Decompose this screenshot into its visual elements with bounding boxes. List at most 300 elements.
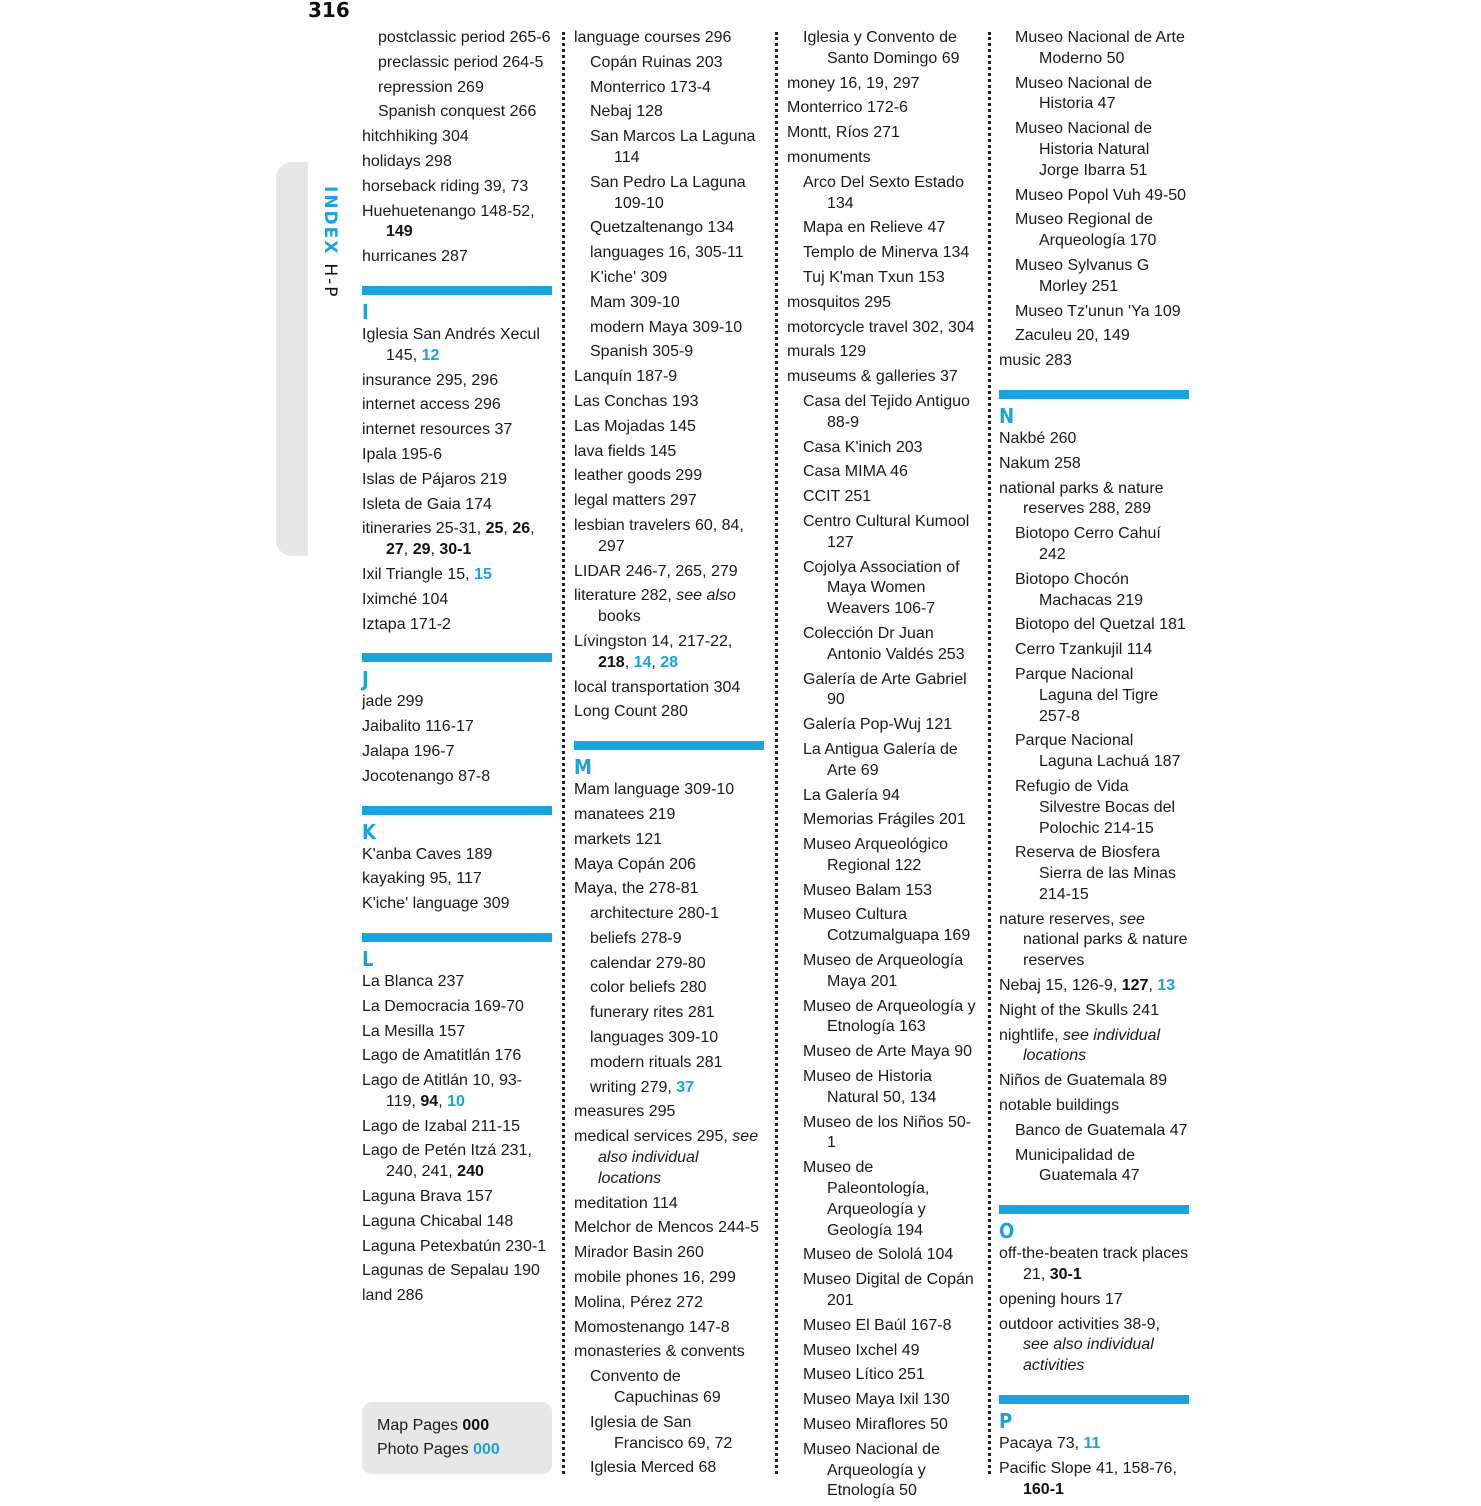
entry-text: architecture 280-1 — [590, 905, 719, 923]
entry-text: money 16, 19, 297 — [787, 74, 920, 92]
entry-text: Nakbé 260 — [999, 429, 1077, 447]
entry-text: national parks & nature reserves — [1023, 931, 1188, 970]
entry-text: Templo de Minerva 134 — [803, 244, 970, 262]
entry-text: manatees 219 — [574, 805, 676, 823]
entry-text: Iglesia San Andrés Xecul 145, — [362, 325, 540, 364]
entry-text: , — [438, 1092, 448, 1110]
index-subentry — [787, 1390, 977, 1411]
index-entry — [787, 367, 977, 388]
index-subentry — [787, 1245, 977, 1266]
index-entry — [574, 1268, 764, 1289]
entry-text: measures 295 — [574, 1103, 676, 1121]
index-entry — [362, 845, 552, 866]
index-entry — [999, 1026, 1189, 1068]
index-subentry — [787, 810, 977, 831]
index-entry — [574, 442, 764, 463]
photo-page-ref: 12 — [421, 346, 440, 364]
index-subentry — [999, 302, 1189, 323]
index-entry — [999, 1244, 1189, 1286]
index-entry — [574, 466, 764, 487]
entry-text: San Pedro La Laguna 109-10 — [590, 173, 746, 212]
entry-text: legal matters 297 — [574, 492, 697, 510]
entry-text: Museo de Paleontología, Arqueología y Geología 194 — [803, 1159, 930, 1239]
index-subentry — [999, 119, 1189, 181]
index-range-label: H-P — [320, 263, 340, 299]
entry-text: national parks & nature reserves 288, 289 — [999, 479, 1164, 518]
index-subentry — [574, 102, 764, 123]
entry-text: Museo Cultura Cotzumalguapa 169 — [803, 906, 971, 945]
entry-text: Momostenango 147-8 — [574, 1318, 730, 1336]
section-letter: O — [999, 1219, 1015, 1244]
section-bar — [362, 933, 552, 942]
entry-text: Municipalidad de Guatemala 47 — [1015, 1146, 1140, 1185]
entry-text: mosquitos 295 — [787, 293, 892, 311]
section-letter: J — [362, 667, 369, 692]
cross-reference: see also individual activities — [1023, 1336, 1154, 1375]
entry-text: Las Mojadas 145 — [574, 417, 696, 435]
entry-text: Lagunas de Sepalau 190 — [362, 1262, 540, 1280]
index-subentry — [787, 218, 977, 239]
entry-text: Mam language 309-10 — [574, 781, 735, 799]
entry-text: Maya Copán 206 — [574, 855, 696, 873]
entry-text: Long Count 280 — [574, 703, 688, 721]
section-letter: K — [362, 819, 376, 844]
entry-text: Museo Balam 153 — [803, 881, 932, 899]
section-bar — [362, 286, 552, 295]
entry-text: Reserva de Biosfera Sierra de las Minas 214-15 — [1015, 844, 1176, 903]
index-entry — [362, 325, 552, 367]
entry-text: La Galería 94 — [803, 786, 900, 804]
entry-text: Spanish 305-9 — [590, 343, 694, 361]
index-entry — [999, 429, 1189, 450]
cross-reference: see — [1119, 910, 1145, 928]
entry-text: La Antigua Galería de Arte 69 — [803, 740, 958, 779]
index-subentry — [574, 978, 764, 999]
index-subentry — [999, 665, 1189, 727]
index-entry — [574, 586, 764, 628]
entry-text: Quetzaltenango 134 — [590, 219, 735, 237]
entry-text: Casa K'inich 203 — [803, 438, 923, 456]
index-entry — [787, 293, 977, 314]
index-subentry — [787, 512, 977, 554]
index-subentry — [787, 1067, 977, 1109]
map-page-ref: 240 — [457, 1163, 484, 1181]
index-entry — [362, 742, 552, 763]
index-entry — [574, 1318, 764, 1339]
entry-text: Jocotenango 87-8 — [362, 767, 491, 785]
entry-text: Museo Lítico 251 — [803, 1366, 925, 1384]
index-subentry — [574, 1413, 764, 1455]
entry-text: leather goods 299 — [574, 467, 703, 485]
index-entry — [999, 976, 1189, 997]
column-divider — [562, 32, 565, 1474]
index-subentry — [574, 929, 764, 950]
index-subentry — [787, 1316, 977, 1337]
section-bar — [999, 390, 1189, 399]
entry-text: language courses 296 — [574, 29, 732, 46]
entry-text: Convento de Capuchinas 69 — [590, 1368, 721, 1407]
index-subentry — [787, 1270, 977, 1312]
index-entry — [574, 855, 764, 876]
index-entry — [362, 127, 552, 148]
entry-text: Montt, Ríos 271 — [787, 124, 900, 142]
entry-text: Biotopo Cerro Cahuí 242 — [1015, 525, 1161, 563]
entry-text: Colección Dr Juan Antonio Valdés 253 — [803, 624, 965, 663]
entry-text: Museo Miraflores 50 — [803, 1416, 948, 1434]
entry-text: Pacaya 73, — [999, 1435, 1084, 1453]
entry-text: Ixil Triangle 15, — [362, 565, 475, 583]
entry-text: medical services 295, — [574, 1128, 733, 1146]
index-subentry — [574, 1003, 764, 1024]
entry-text: K'iche' 309 — [590, 268, 668, 286]
index-entry — [362, 420, 552, 441]
index-entry — [362, 1286, 552, 1307]
entry-text: K'iche' language 309 — [362, 895, 510, 913]
entry-text: , — [430, 541, 440, 559]
entry-text: modern rituals 281 — [590, 1053, 723, 1071]
entry-text: Museo Ixchel 49 — [803, 1341, 920, 1359]
entry-text: Nebaj 15, 126-9, — [999, 977, 1122, 995]
index-entry — [999, 1434, 1189, 1455]
entry-text: Mam 309-10 — [590, 293, 680, 311]
index-subentry — [574, 1053, 764, 1074]
photo-pages-label: Photo Pages — [377, 1441, 469, 1458]
index-subentry — [787, 881, 977, 902]
entry-text: motorcycle travel 302, 304 — [787, 318, 975, 336]
entry-text: , — [1148, 977, 1158, 995]
index-subentry — [787, 1440, 977, 1502]
index-subentry — [574, 954, 764, 975]
index-subentry — [362, 102, 552, 123]
index-subentry — [574, 173, 764, 215]
index-entry — [362, 202, 552, 244]
map-page-ref: 218 — [598, 653, 625, 671]
index-subentry — [787, 997, 977, 1039]
map-pages-key — [377, 1414, 552, 1438]
entry-text: Mirador Basin 260 — [574, 1244, 704, 1262]
entry-text: Galería Pop-Wuj 121 — [803, 716, 953, 734]
entry-text: outdoor activities 38-9, — [999, 1315, 1160, 1333]
index-entry — [574, 1102, 764, 1123]
index-entry — [574, 780, 764, 801]
index-entry — [362, 615, 552, 636]
entry-text: mobile phones 16, 299 — [574, 1269, 736, 1287]
index-subentry — [787, 670, 977, 712]
index-entry — [787, 123, 977, 144]
entry-text: color beliefs 280 — [590, 979, 707, 997]
index-entry — [362, 1212, 552, 1233]
entry-text: La Blanca 237 — [362, 972, 465, 990]
index-subentry — [574, 78, 764, 99]
column-divider — [775, 32, 778, 1474]
entry-text: monuments — [787, 148, 871, 166]
index-subentry — [362, 53, 552, 74]
index-subentry — [787, 462, 977, 483]
index-entry — [574, 678, 764, 699]
index-entry — [574, 1194, 764, 1215]
entry-text: Islas de Pájaros 219 — [362, 470, 507, 488]
entry-text: Jaibalito 116-17 — [362, 718, 474, 736]
index-subentry — [787, 558, 977, 620]
index-entry — [787, 148, 977, 169]
entry-text: meditation 114 — [574, 1194, 678, 1212]
index-subentry — [999, 777, 1189, 839]
entry-text: Las Conchas 193 — [574, 392, 699, 410]
index-subentry — [574, 1367, 764, 1409]
entry-text: , — [530, 520, 535, 538]
index-subentry — [787, 392, 977, 434]
index-subentry — [787, 835, 977, 877]
entry-text: Museo Tz'unun 'Ya 109 — [1015, 302, 1181, 320]
index-entry — [787, 74, 977, 95]
index-subentry — [787, 173, 977, 215]
entry-text: Laguna Brava 157 — [362, 1188, 493, 1206]
page-type-legend — [362, 1402, 552, 1474]
entry-text: lava fields 145 — [574, 442, 677, 460]
map-pages-label: Map Pages — [377, 1417, 458, 1434]
index-entry — [362, 692, 552, 713]
entry-text: Pacific Slope 41, 158-76, — [999, 1459, 1177, 1477]
index-subentry — [574, 318, 764, 339]
map-page-ref: 149 — [386, 223, 413, 241]
index-subentry — [362, 78, 552, 99]
entry-text: preclassic period 264-5 — [378, 53, 544, 71]
entry-text: Parque Nacional Laguna del Tigre 257-8 — [1015, 665, 1159, 725]
index-subentry — [999, 731, 1189, 773]
index-entry — [362, 1141, 552, 1183]
entry-text: postclassic period 265-6 — [378, 29, 551, 46]
index-entry — [362, 495, 552, 516]
entry-text: Monterrico 173-4 — [590, 78, 711, 96]
index-subentry — [787, 1113, 977, 1155]
entry-text: hurricanes 287 — [362, 248, 468, 266]
index-entry — [574, 1218, 764, 1239]
side-index-label — [320, 186, 340, 298]
index-subentry — [574, 53, 764, 74]
entry-text: Museo Nacional de Arte Moderno 50 — [1015, 29, 1185, 67]
entry-text: writing 279, — [590, 1078, 677, 1096]
side-index-tab — [276, 162, 308, 556]
map-page-ref: 94 — [420, 1092, 439, 1110]
entry-text: Museo de Arqueología y Etnología 163 — [803, 997, 976, 1036]
entry-text: nightlife, — [999, 1026, 1064, 1044]
entry-text: Maya, the 278-81 — [574, 880, 699, 898]
index-subentry — [787, 786, 977, 807]
section-header — [999, 1205, 1189, 1242]
entry-text: Iztapa 171-2 — [362, 615, 451, 633]
entry-text: repression 269 — [378, 78, 484, 96]
index-subentry — [787, 905, 977, 947]
index-subentry — [999, 570, 1189, 612]
index-subentry — [574, 1028, 764, 1049]
entry-text: monasteries & convents — [574, 1343, 745, 1361]
index-entry — [574, 1243, 764, 1264]
entry-text: internet resources 37 — [362, 421, 513, 439]
entry-text: Iglesia y Convento de Santo Domingo 69 — [803, 29, 960, 67]
entry-text: San Marcos La Laguna 114 — [590, 128, 756, 166]
entry-text: calendar 279-80 — [590, 954, 706, 972]
index-subentry — [999, 210, 1189, 252]
entry-text: literature 282, — [574, 587, 677, 605]
entry-text: Ipala 195-6 — [362, 445, 443, 463]
entry-text: Iglesia de San Francisco 69, 72 — [590, 1413, 733, 1452]
index-label: INDEX — [320, 186, 340, 256]
index-entry — [362, 972, 552, 993]
entry-text: Spanish conquest 266 — [378, 103, 537, 121]
entry-text: internet access 296 — [362, 396, 501, 414]
entry-text: Galería de Arte Gabriel 90 — [803, 670, 967, 709]
entry-text: modern Maya 309-10 — [590, 318, 743, 336]
index-subentry — [574, 127, 764, 169]
index-subentry — [999, 524, 1189, 566]
photo-page-ref: 28 — [660, 653, 679, 671]
entry-text: Museo Nacional de Historia 47 — [1015, 74, 1152, 113]
entry-text: Lívingston 14, 217-22, — [574, 632, 733, 650]
entry-text: Museo El Baúl 167-8 — [803, 1316, 952, 1334]
index-entry — [362, 565, 552, 586]
entry-text: Mapa en Relieve 47 — [803, 219, 946, 237]
index-entry — [362, 152, 552, 173]
section-bar — [362, 806, 552, 815]
entry-text: Casa del Tejido Antiguo 88-9 — [803, 392, 970, 431]
photo-page-ref: 11 — [1083, 1435, 1101, 1453]
entry-text: Museo Regional de Arqueología 170 — [1015, 211, 1157, 250]
photo-page-ref: 15 — [474, 565, 492, 583]
entry-text: horseback riding 39, 73 — [362, 177, 529, 195]
index-subentry — [574, 342, 764, 363]
page-number: 316 — [308, 0, 350, 22]
index-subentry — [574, 904, 764, 925]
index-subentry — [574, 243, 764, 264]
entry-text: murals 129 — [787, 343, 867, 361]
entry-text: Museo de Historia Natural 50, 134 — [803, 1068, 937, 1106]
section-letter: P — [999, 1409, 1013, 1434]
section-letter: M — [574, 755, 592, 780]
entry-text: Arco Del Sexto Estado 134 — [803, 173, 964, 212]
entry-text: Iximché 104 — [362, 590, 449, 608]
entry-text: Cojolya Association of Maya Women Weavers 106-7 — [803, 558, 960, 618]
entry-text: Memorias Frágiles 201 — [803, 811, 966, 829]
index-entry — [362, 1046, 552, 1067]
entry-text: Lanquín 187-9 — [574, 368, 678, 386]
section-header — [362, 286, 552, 323]
entry-text: Museo Arqueológico Regional 122 — [803, 836, 948, 874]
index-entry — [999, 1096, 1189, 1117]
index-subentry — [999, 843, 1189, 905]
entry-text: Museo Maya Ixil 130 — [803, 1391, 950, 1409]
cross-reference: see individual locations — [1023, 1026, 1160, 1065]
section-header — [999, 390, 1189, 427]
entry-text: Museo de Sololá 104 — [803, 1246, 954, 1264]
index-subentry — [787, 28, 977, 70]
entry-text: , — [503, 520, 513, 538]
entry-text: Museo Popol Vuh 49-50 — [1015, 186, 1187, 204]
entry-text: off-the-beaten track places 21, — [999, 1245, 1189, 1284]
entry-text: Molina, Pérez 272 — [574, 1293, 703, 1311]
index-subentry — [574, 218, 764, 239]
map-page-ref: 29 — [412, 541, 431, 559]
map-page-ref: 127 — [1121, 977, 1149, 995]
index-entry — [574, 28, 764, 49]
index-entry — [362, 590, 552, 611]
index-entry — [362, 869, 552, 890]
index-entry — [999, 479, 1189, 521]
index-column-4 — [999, 28, 1189, 1504]
index-subentry — [574, 1078, 764, 1099]
entry-text: land 286 — [362, 1287, 424, 1305]
index-column-3 — [787, 28, 977, 1506]
index-entry — [574, 632, 764, 674]
entry-text: beliefs 278-9 — [590, 929, 682, 947]
photo-pages-value: 000 — [473, 1441, 500, 1458]
photo-page-ref: 14 — [633, 653, 652, 671]
index-subentry — [787, 951, 977, 993]
entry-text: , — [403, 541, 413, 559]
index-subentry — [787, 438, 977, 459]
index-subentry — [787, 624, 977, 666]
entry-text: Laguna Chicabal 148 — [362, 1212, 514, 1230]
map-page-ref: 27 — [386, 541, 404, 559]
entry-text: Casa MIMA 46 — [803, 463, 908, 481]
index-subentry — [787, 487, 977, 508]
index-entry — [362, 1237, 552, 1258]
index-subentry — [999, 615, 1189, 636]
index-subentry — [999, 74, 1189, 116]
section-bar — [574, 741, 764, 750]
index-entry — [999, 1071, 1189, 1092]
entry-text: kayaking 95, 117 — [362, 870, 482, 888]
index-subentry — [999, 640, 1189, 661]
entry-text: Museo de los Niños 50-1 — [803, 1113, 972, 1152]
index-entry — [362, 1187, 552, 1208]
index-subentry — [999, 256, 1189, 298]
entry-text: Copán Ruinas 203 — [590, 53, 723, 71]
section-letter: I — [362, 299, 369, 324]
entry-text: K'anba Caves 189 — [362, 845, 493, 863]
entry-text: LIDAR 246-7, 265, 279 — [574, 562, 738, 580]
entry-text: insurance 295, 296 — [362, 371, 499, 389]
index-subentry — [787, 715, 977, 736]
index-entry — [999, 1459, 1189, 1501]
section-header — [362, 806, 552, 843]
map-pages-value: 000 — [462, 1417, 490, 1434]
entry-text: Huehuetenango 148-52, — [362, 202, 535, 220]
entry-text: La Democracia 169-70 — [362, 997, 524, 1015]
entry-text: Tuj K'man Txun 153 — [803, 268, 945, 286]
entry-text: Nakum 258 — [999, 454, 1081, 472]
photo-page-ref: 13 — [1157, 977, 1176, 995]
entry-text: Lago de Izabal 211-15 — [362, 1117, 521, 1135]
entry-text: Banco de Guatemala 47 — [1015, 1121, 1188, 1139]
entry-text: Zaculeu 20, 149 — [1015, 327, 1130, 345]
photo-page-ref: 10 — [447, 1092, 465, 1110]
section-bar — [999, 1205, 1189, 1214]
index-column-2 — [574, 28, 764, 1483]
section-bar — [362, 653, 552, 662]
index-entry — [787, 318, 977, 339]
entry-text: music 283 — [999, 352, 1072, 370]
index-entry — [574, 805, 764, 826]
index-entry — [999, 1315, 1189, 1377]
index-subentry — [999, 326, 1189, 347]
map-page-ref: 30-1 — [439, 541, 472, 559]
section-header — [362, 653, 552, 690]
entry-text: Jalapa 196-7 — [362, 742, 455, 760]
photo-pages-key — [377, 1438, 552, 1462]
index-subentry — [999, 186, 1189, 207]
index-entry — [999, 910, 1189, 972]
map-page-ref: 160-1 — [1023, 1480, 1064, 1498]
